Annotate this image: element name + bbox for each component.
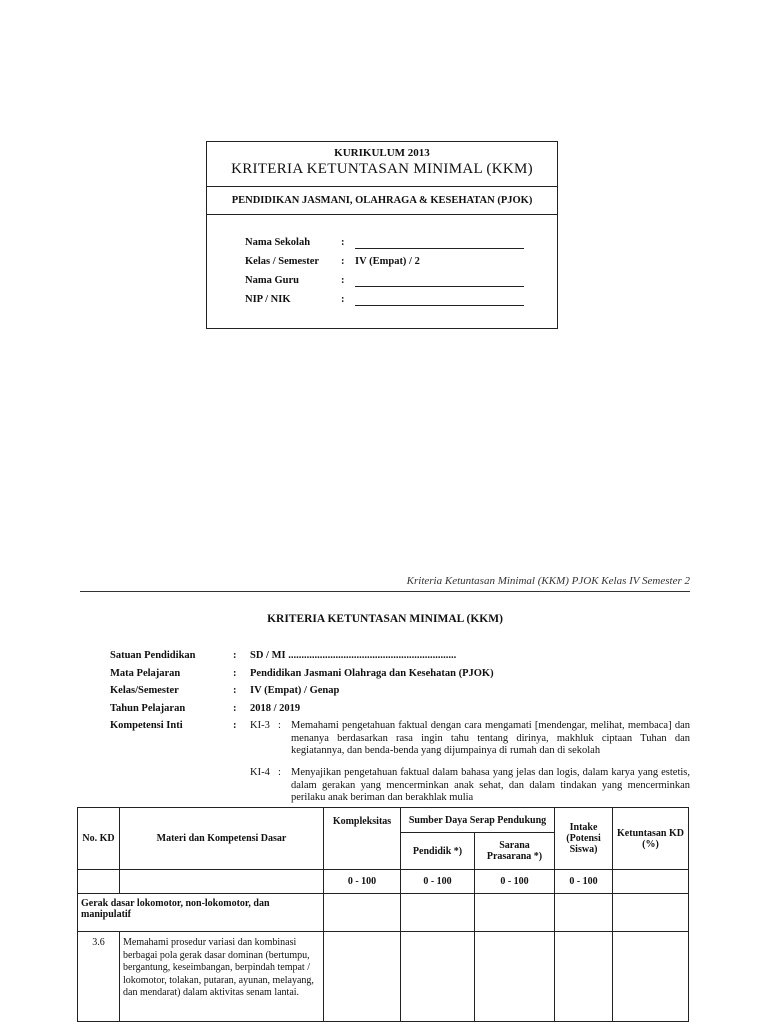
field-label: Kelas / Semester [245,256,320,267]
col-header-no-kd: No. KD [78,808,120,870]
empty-cell [475,894,555,932]
field-colon: : [341,275,345,286]
cover-box [206,141,558,329]
kkm-table [77,807,689,1022]
info-colon: : [233,650,237,661]
field-colon: : [341,237,345,248]
table-row [78,932,689,1022]
info-colon: : [233,667,237,679]
cover-field-teacher [245,275,535,294]
info-label: Mata Pelajaran [110,667,181,679]
range-pendidik: 0 - 100 [401,870,475,894]
ki-colon: : [278,720,281,731]
cover-subject: PENDIDIKAN JASMANI, OLAHRAGA & KESEHATAN (PJOK) [207,187,557,215]
table-section-row [78,894,689,932]
cover-field-class [245,256,535,275]
table-header-row [78,808,689,833]
range-intake: 0 - 100 [555,870,613,894]
ki-code: KI-4 [250,767,270,778]
col-header-intake: Intake (Potensi Siswa) [555,808,613,870]
col-header-kompleksitas: Kompleksitas [324,808,401,870]
field-colon: : [341,256,345,267]
info-row-mapel [110,668,690,686]
cover-title: KRITERIA KETUNTASAN MINIMAL (KKM) [231,161,533,177]
info-label: Tahun Pelajaran [110,702,186,714]
field-label: NIP / NIK [245,294,291,305]
info-label: Kompetensi Inti [110,720,183,731]
info-colon: : [233,720,237,731]
cover-fields [245,237,535,313]
empty-cell [324,894,401,932]
empty-cell [613,870,689,894]
empty-cell [555,932,613,1022]
info-label: Kelas/Semester [110,685,179,696]
empty-cell [324,932,401,1022]
blank-line [355,286,524,287]
info-value: SD / MI ................................................................ [250,650,457,661]
cover-kurikulum: KURIKULUM 2013 [334,147,430,159]
blank-line [355,248,524,249]
info-label: Satuan Pendidikan [110,650,196,661]
empty-cell [401,932,475,1022]
info-value: 2018 / 2019 [250,702,301,714]
cover-field-nip [245,294,535,313]
info-colon: : [233,685,237,696]
info-colon: : [233,702,237,714]
ki-code: KI-3 [250,720,270,731]
empty-cell [120,870,324,894]
info-row-tahun [110,703,690,721]
header-rule [80,591,690,592]
empty-cell [475,932,555,1022]
range-kompleksitas: 0 - 100 [324,870,401,894]
col-header-sumber-daya: Sumber Daya Serap Pendukung [401,808,555,833]
table-range-row [78,870,689,894]
empty-cell [613,932,689,1022]
blank-line [355,305,524,306]
field-label: Nama Sekolah [245,237,311,248]
col-header-sarana: Sarana Prasarana *) [475,833,555,870]
kd-number: 3.6 [78,932,120,1022]
info-row-satuan [110,650,690,668]
col-header-ketuntasan: Ketuntasan KD (%) [613,808,689,870]
cover-field-school [245,237,535,256]
col-header-pendidik: Pendidik *) [401,833,475,870]
empty-cell [555,894,613,932]
document-title: KRITERIA KETUNTASAN MINIMAL (KKM) [267,613,503,625]
ki-text: Menyajikan pengetahuan faktual dalam bahasa yang jelas dan logis, dalam karya yang estetis, dalam gerakan yang mencerminkan anak sehat, dan dalam tindakan yang mencerminkan perilaku anak beriman dan berakhlak mulia [291,767,690,803]
range-sarana: 0 - 100 [475,870,555,894]
empty-cell [401,894,475,932]
ki-colon: : [278,767,281,778]
col-header-materi: Materi dan Kompetensi Dasar [120,808,324,870]
cover-header [207,142,557,187]
running-header: Kriteria Ketuntasan Minimal (KKM) PJOK Kelas IV Semester 2 [406,575,690,587]
section-title: Gerak dasar lokomotor, non-lokomotor, dan manipulatif [78,894,324,932]
empty-cell [613,894,689,932]
empty-cell [78,870,120,894]
field-value: IV (Empat) / 2 [355,256,420,267]
ki-text: Memahami pengetahuan faktual dengan cara mengamati [mendengar, melihat, membaca] dan menanya berdasarkan rasa ingin tahu tentang dirinya, makhluk ciptaan Tuhan dan kegiatannya, dan benda-benda yang dijumpainya di rumah dan di sekolah [291,720,690,756]
field-colon: : [341,294,345,305]
info-value: Pendidikan Jasmani Olahraga dan Kesehatan (PJOK) [250,667,494,679]
info-row-kelas [110,685,690,703]
kd-text: Memahami prosedur variasi dan kombinasi berbagai pola gerak dasar dominan (bertumpu, bergantung, keseimbangan, berpindah tempat / lokomotor, tolakan, putaran, ayunan, melayang, dan mendarat) dalam aktivitas senam lantai. [120,932,324,1022]
field-label: Nama Guru [245,275,299,286]
info-value: IV (Empat) / Genap [250,685,340,696]
